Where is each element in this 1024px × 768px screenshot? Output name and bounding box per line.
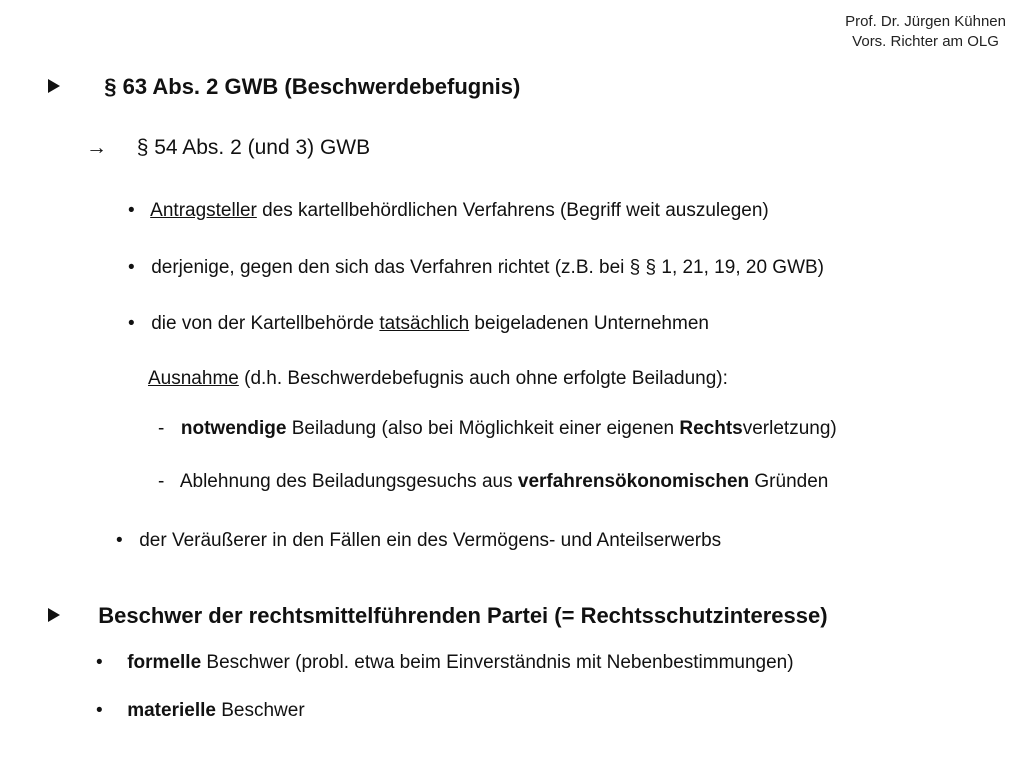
author-info: [845, 12, 1006, 52]
list-item-text: des kartellbehördlichen Verfahrens (Begriff weit auszulegen): [256, 200, 769, 221]
list-item-text: Beschwer: [215, 700, 305, 721]
dash-icon: -: [158, 471, 165, 492]
bullet-icon: •: [128, 313, 135, 334]
bullet-icon: •: [128, 200, 135, 221]
dash-text-before: Ablehnung des Beiladungsgesuchs aus: [179, 471, 518, 492]
list-item-beigeladene: [128, 313, 709, 335]
section2-heading: Beschwer der rechtsmittelführenden Partei (= Rechtsschutzinteresse): [98, 603, 828, 628]
term-notwendige: notwendige: [180, 418, 287, 439]
author-title: Vors. Richter am OLG: [852, 33, 999, 50]
dash-item-notwendige: [158, 418, 837, 440]
list-item-materielle: [96, 700, 305, 722]
section1-heading-line: [48, 74, 520, 100]
section1-heading: § 63 Abs. 2 GWB (Beschwerdebefugnis): [104, 74, 521, 99]
list-item-text: Beschwer (probl. etwa beim Einverständnis mit Nebenbestimmungen): [201, 652, 794, 673]
right-arrow-icon: →: [86, 136, 107, 159]
exception-text: (d.h. Beschwerdebefugnis auch ohne erfolgte Beiladung):: [238, 368, 728, 389]
list-item-veraeusserer: [116, 530, 721, 552]
list-item-text-after: beigeladenen Unternehmen: [469, 313, 709, 334]
bullet-icon: •: [116, 530, 123, 551]
author-name: Prof. Dr. Jürgen Kühnen: [845, 13, 1006, 30]
arrowhead-bullet-icon: [48, 74, 74, 100]
term-formelle: formelle: [127, 652, 202, 673]
section1-subheading: § 54 Abs. 2 (und 3) GWB: [136, 136, 371, 159]
term-verfahrensoekonomischen: verfahrensökonomischen: [517, 471, 750, 492]
dash-text-end: verletzung): [742, 418, 837, 439]
list-item-text-before: die von der Kartellbehörde: [151, 313, 380, 334]
term-ausnahme: Ausnahme: [148, 368, 239, 389]
list-item-antragsteller: [128, 200, 769, 222]
bullet-icon: •: [96, 700, 103, 721]
dash-text-mid: Beiladung (also bei Möglichkeit einer eigenen: [286, 418, 680, 439]
term-antragsteller: Antragsteller: [150, 200, 257, 221]
bullet-icon: •: [128, 257, 135, 278]
list-item-text: derjenige, gegen den sich das Verfahren richtet (z.B. bei § § 1, 21, 19, 20 GWB): [151, 257, 825, 278]
arrowhead-bullet-icon: [48, 603, 74, 629]
dash-text-after: Gründen: [749, 471, 829, 492]
list-item-text: der Veräußerer in den Fällen ein des Vermögens- und Anteilserwerbs: [139, 530, 722, 551]
section1-subheading-line: [86, 136, 370, 160]
term-materielle: materielle: [127, 700, 216, 721]
exception-line: [148, 368, 728, 390]
term-tatsaechlich: tatsächlich: [379, 313, 470, 334]
term-rechts: Rechts: [679, 418, 743, 439]
list-item-derjenige: [128, 257, 824, 279]
bullet-icon: •: [96, 652, 103, 673]
section2-heading-line: [48, 603, 828, 629]
dash-icon: -: [158, 418, 165, 439]
list-item-formelle: [96, 652, 794, 674]
dash-item-ablehnung: [158, 471, 828, 493]
